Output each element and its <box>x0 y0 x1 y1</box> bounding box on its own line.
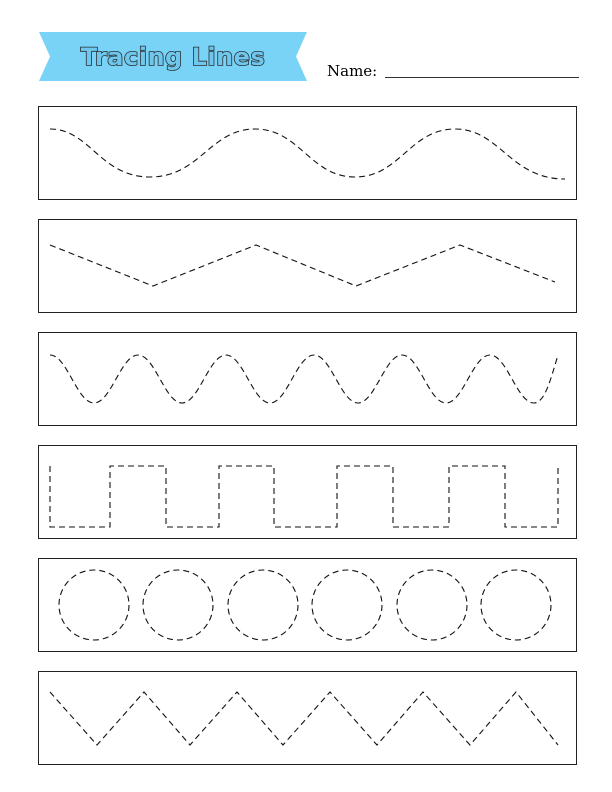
square-wave-trace <box>50 466 558 527</box>
tracing-box-2 <box>38 219 577 313</box>
tracing-box-1 <box>38 106 577 200</box>
sharp-zigzag-trace <box>50 692 558 745</box>
name-write-line[interactable] <box>385 77 579 78</box>
wide-zigzag-trace <box>50 245 555 286</box>
trace-circle <box>481 570 551 640</box>
name-label: Name: <box>327 62 378 80</box>
tracing-box-5 <box>38 558 577 652</box>
trace-circle <box>59 570 129 640</box>
name-field <box>327 60 579 82</box>
page-title: Tracing Lines <box>80 43 266 71</box>
tracing-box-3 <box>38 332 577 426</box>
tracing-box-6 <box>38 671 577 765</box>
trace-circle <box>312 570 382 640</box>
trace-circle <box>228 570 298 640</box>
gentle-wave-trace <box>50 129 565 179</box>
tracing-box-4 <box>38 445 577 539</box>
tight-wave-trace <box>50 355 558 403</box>
trace-circle <box>143 570 213 640</box>
trace-circle <box>397 570 467 640</box>
title-banner <box>39 32 307 81</box>
